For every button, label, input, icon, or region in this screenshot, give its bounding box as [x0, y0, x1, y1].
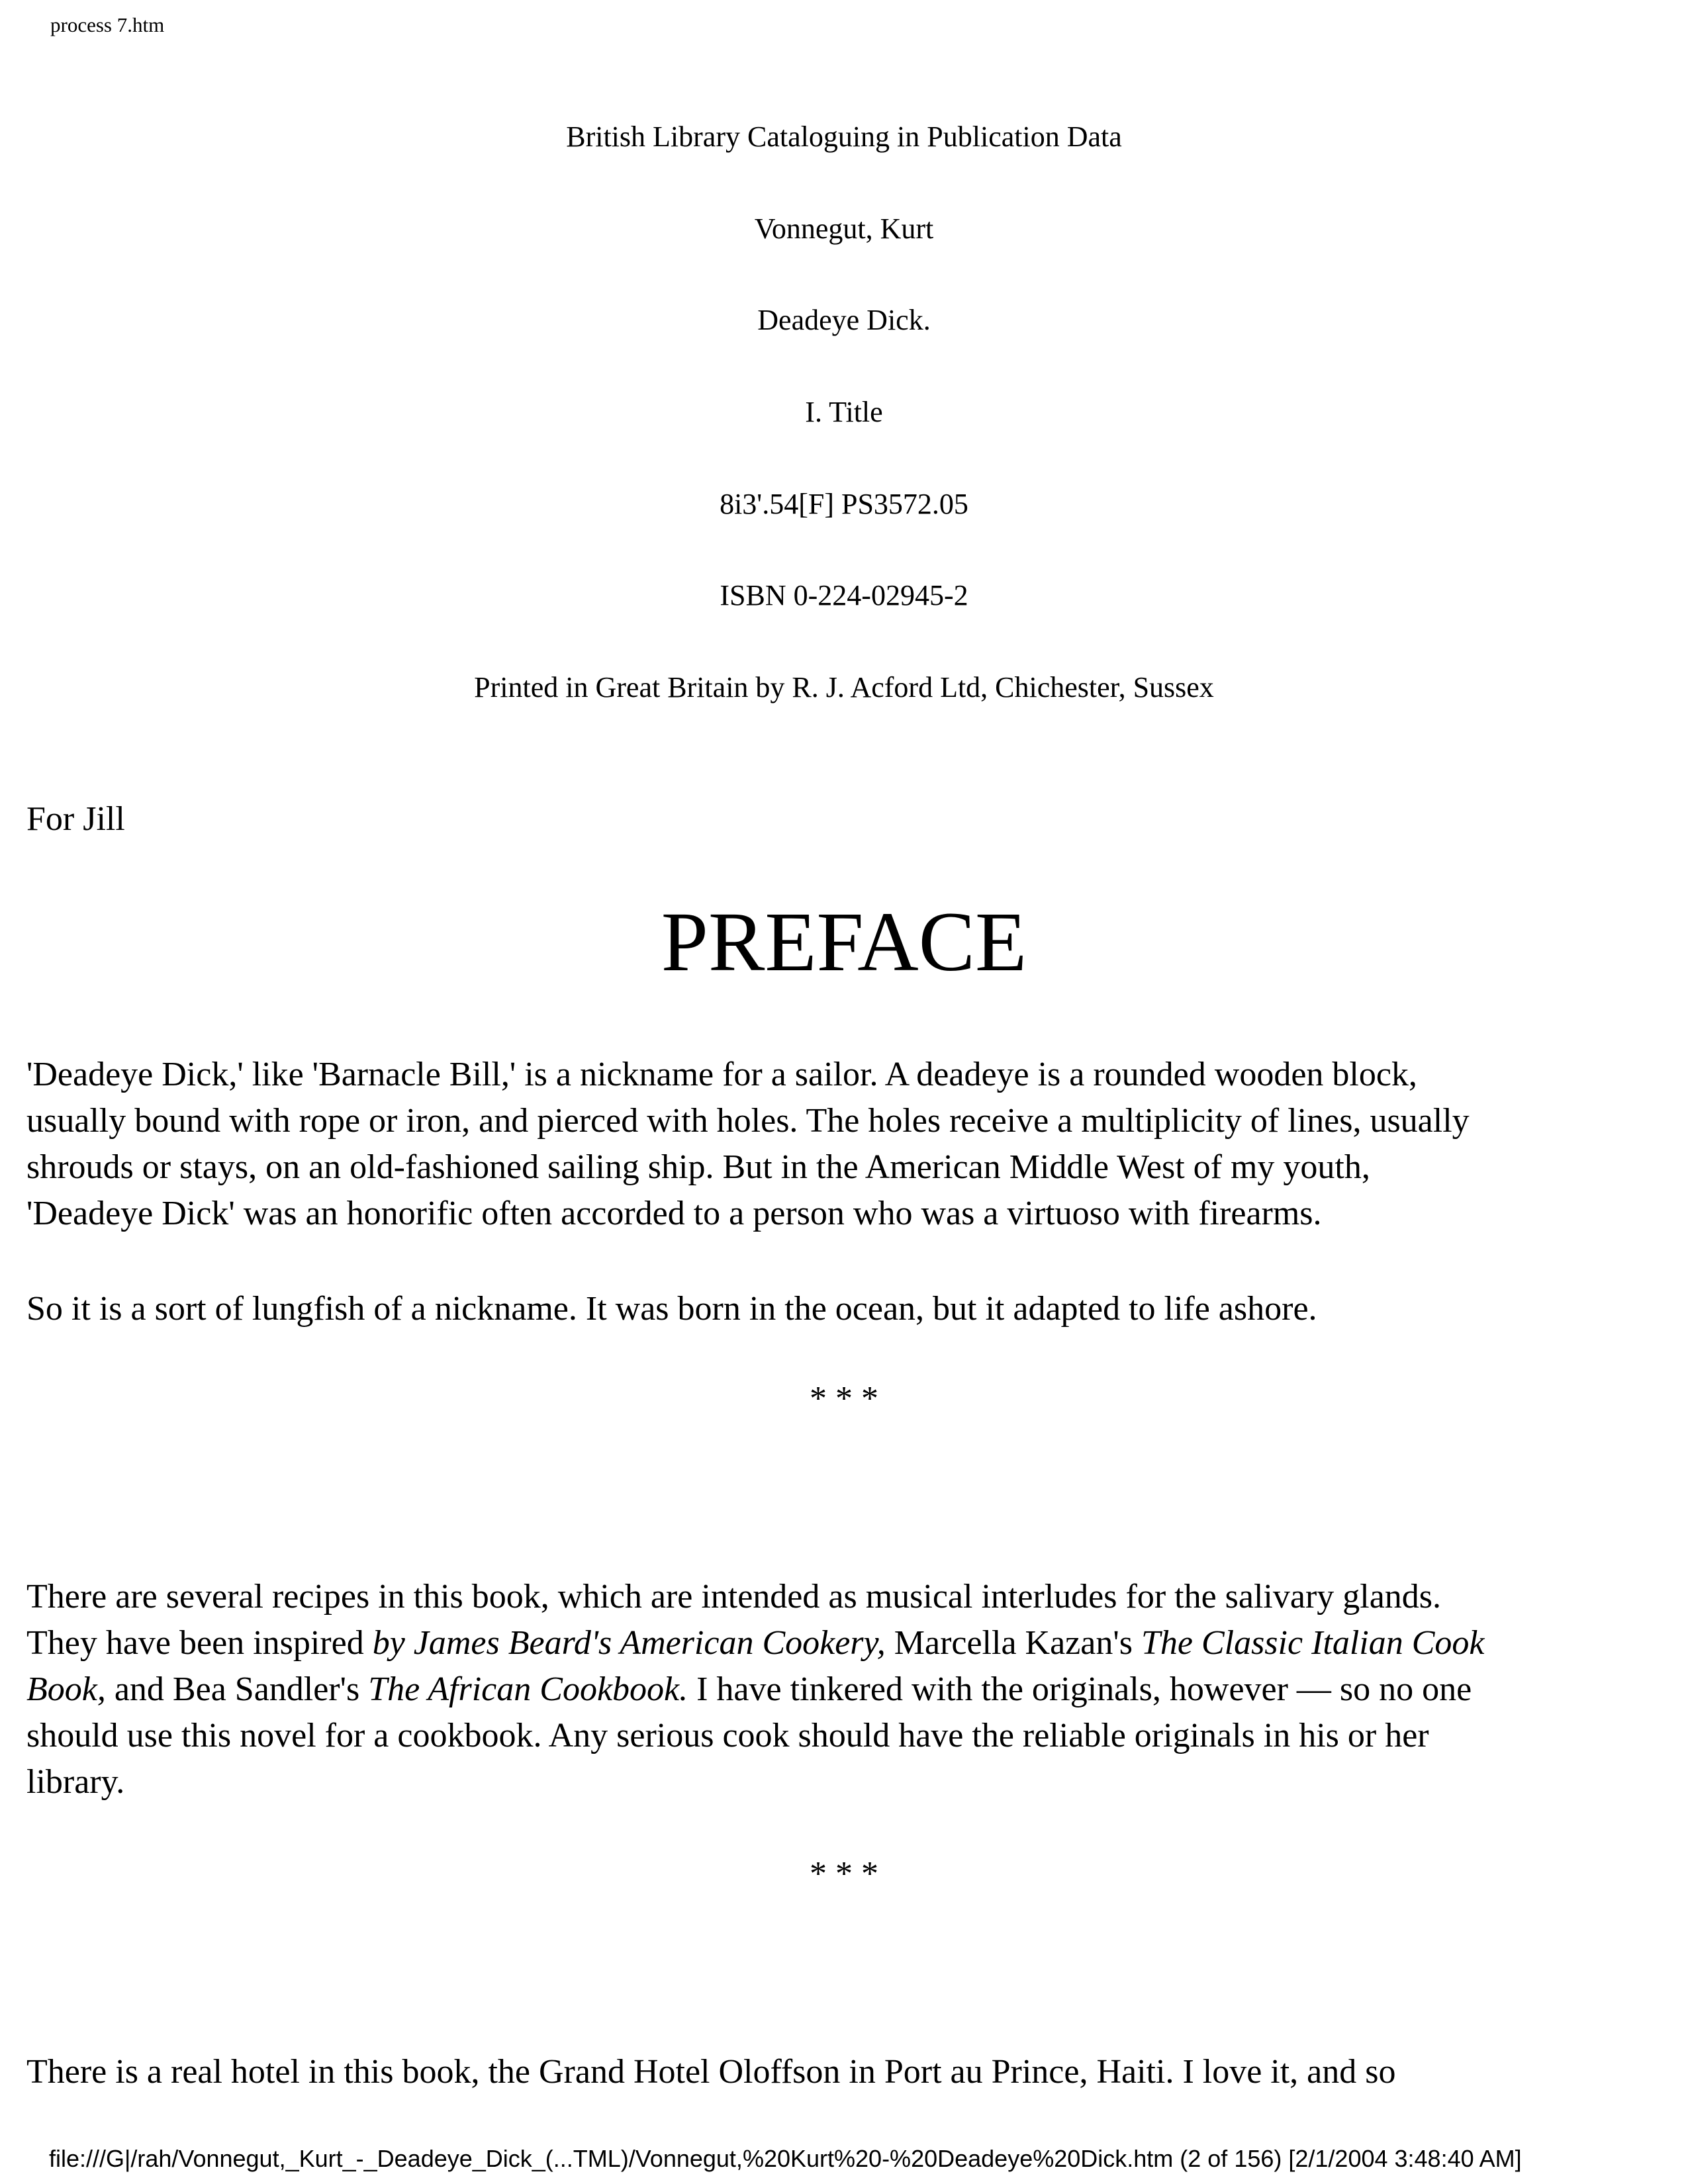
section-separator: * * * — [810, 1855, 878, 1893]
paragraph-line: There are several recipes in this book, which are intended as musical interludes for the salivary glands. — [26, 1578, 1442, 1615]
paragraph-line: should use this novel for a cookbook. Any serious cook should have the reliable originals in his or her — [26, 1717, 1429, 1754]
preface-paragraph-3 — [26, 1574, 1668, 1805]
catalog-book-title: Deadeye Dick. — [757, 304, 931, 336]
paragraph-line: There is a real hotel in this book, the Grand Hotel Oloffson in Port au Prince, Haiti. I love it, and so — [26, 2053, 1396, 2091]
catalog-printer: Printed in Great Britain by R. J. Acford Ltd, Chichester, Sussex — [474, 671, 1214, 704]
text-run: They have been inspired — [26, 1624, 373, 1662]
text-run: I have tinkered with the originals, however — so no one — [688, 1670, 1472, 1708]
catalog-isbn: ISBN 0-224-02945-2 — [720, 579, 968, 612]
preface-paragraph-4 — [26, 2049, 1668, 2095]
italic-book-title: The African Cookbook. — [368, 1670, 688, 1708]
paragraph-line — [26, 1666, 1668, 1713]
dedication: For Jill — [26, 800, 125, 838]
text-run: Marcella Kazan's — [885, 1624, 1141, 1662]
page-header-title: process 7.htm — [50, 13, 165, 36]
section-separator: * * * — [810, 1380, 878, 1418]
paragraph-line — [26, 1620, 1668, 1666]
paragraph-line: So it is a sort of lungfish of a nickname. It was born in the ocean, but it adapted to life ashore. — [26, 1290, 1317, 1328]
paragraph-line: 'Deadeye Dick' was an honorific often accorded to a person who was a virtuoso with firearms. — [26, 1195, 1322, 1232]
italic-book-title: The Classic Italian Cook — [1141, 1624, 1485, 1662]
paragraph-line: library. — [26, 1763, 125, 1801]
catalog-author: Vonnegut, Kurt — [754, 212, 934, 245]
preface-heading: PREFACE — [661, 895, 1027, 989]
paragraph-line: shrouds or stays, on an old-fashioned sailing ship. But in the American Middle West of my youth, — [26, 1148, 1370, 1186]
italic-book-title: by James Beard's American Cookery, — [372, 1624, 886, 1662]
preface-paragraph-2 — [26, 1286, 1668, 1332]
italic-book-title: Book, — [26, 1670, 106, 1708]
page-footer-path: file:///G|/rah/Vonnegut,_Kurt_-_Deadeye_Dick_(...TML)/Vonnegut,%20Kurt%20-%20Deadeye%20Dick.htm (2 of 156) [2/1/2004 3:48:40 AM] — [49, 2145, 1522, 2172]
paragraph-line: 'Deadeye Dick,' like 'Barnacle Bill,' is a nickname for a sailor. A deadeye is a rounded wooden block, — [26, 1056, 1417, 1093]
preface-paragraph-1 — [26, 1052, 1668, 1237]
catalog-title-entry: I. Title — [805, 396, 883, 428]
text-run: and Bea Sandler's — [105, 1670, 369, 1708]
catalog-classification: 8i3'.54[F] PS3572.05 — [720, 488, 968, 520]
paragraph-line: usually bound with rope or iron, and pierced with holes. The holes receive a multiplicity of lines, usually — [26, 1102, 1470, 1140]
catalog-heading: British Library Cataloguing in Publication Data — [566, 120, 1122, 153]
